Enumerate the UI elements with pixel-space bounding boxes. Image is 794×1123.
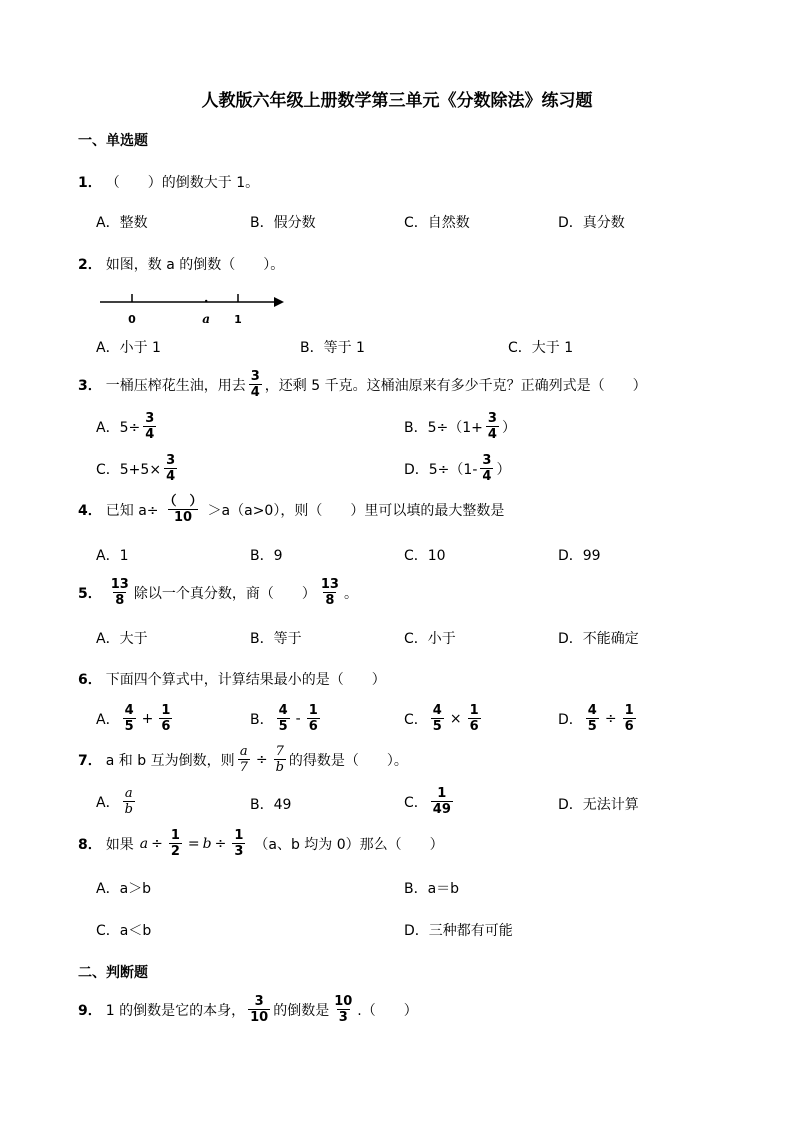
denominator: 10 [250, 1010, 269, 1025]
operator: ÷ [255, 751, 268, 768]
fraction [332, 994, 354, 1025]
q5-option-c[interactable]: C．小于 [404, 631, 456, 647]
q8-option-c[interactable]: C．a＜b [96, 923, 152, 939]
q5-option-d[interactable]: D．不能确定 [558, 631, 639, 647]
question-6 [78, 669, 386, 689]
operator: + [141, 710, 154, 727]
variable-a: a [139, 835, 149, 852]
question-text: （ ）的倒数大于 1。 [105, 175, 260, 191]
q3-option-d[interactable] [404, 453, 510, 484]
number-line-figure [98, 290, 288, 330]
q8-option-b[interactable]: B．a＝b [404, 881, 460, 897]
denominator: 2 [170, 844, 180, 859]
equals-sign: = [187, 835, 200, 852]
label-a: a [202, 312, 211, 326]
q7-option-c[interactable] [404, 786, 456, 817]
denominator: b [124, 802, 133, 817]
question-text-post: ，还剩 5 千克。这桶油原来有多少千克？正确列式是（ ） [264, 377, 647, 394]
option-label: B．5÷（1+ [404, 419, 483, 436]
numerator: 4 [124, 703, 134, 718]
option-label: A． [96, 794, 120, 811]
q2-option-c[interactable]: C．大于 1 [508, 340, 574, 356]
question-5 [78, 577, 358, 608]
fraction [431, 786, 453, 817]
question-text-pre: 已知 a÷ [105, 502, 159, 519]
fraction [238, 744, 250, 775]
numerator: 13 [320, 577, 339, 592]
numerator: 3 [250, 369, 260, 384]
question-number: 2． [78, 257, 102, 273]
question-3 [78, 369, 647, 400]
q4-option-a[interactable]: A．1 [96, 548, 129, 564]
fraction [307, 703, 320, 734]
denominator: 4 [145, 427, 155, 442]
question-text-pre: 1 的倒数是它的本身， [105, 1002, 246, 1019]
q7-option-a[interactable] [96, 786, 138, 817]
q8-option-a[interactable]: A．a＞b [96, 881, 152, 897]
denominator: 10 [168, 509, 198, 525]
denominator: 8 [115, 593, 125, 608]
numerator: 13 [110, 577, 129, 592]
denominator: 4 [487, 427, 497, 442]
option-suffix: ） [501, 419, 516, 436]
numerator: 3 [482, 453, 492, 468]
question-text-post: （a、b 均为 0）那么（ ） [254, 836, 444, 853]
q2-option-a[interactable]: A．小于 1 [96, 340, 161, 356]
q5-option-b[interactable]: B．等于 [250, 631, 302, 647]
question-text-post: 的得数是（ ）。 [288, 752, 408, 769]
denominator: 4 [166, 469, 176, 484]
numerator: 4 [432, 703, 442, 718]
question-number: 4． [78, 502, 102, 519]
fraction [232, 828, 245, 859]
q7-option-d[interactable]: D．无法计算 [558, 797, 639, 813]
question-text: 除以一个真分数，商（ ） [133, 585, 316, 602]
denominator: b [275, 760, 284, 775]
numerator: 10 [334, 994, 353, 1009]
denominator: 5 [587, 719, 597, 734]
fraction [277, 703, 290, 734]
q3-option-c[interactable] [96, 453, 180, 484]
question-text-post: ＞a（a>0），则（ ）里可以填的最大整数是 [207, 502, 505, 519]
numerator: 1 [170, 828, 180, 843]
option-label: B． [250, 711, 274, 728]
question-text-end: 。 [343, 585, 358, 602]
question-8 [78, 828, 444, 859]
question-number: 9． [78, 1002, 102, 1019]
q4-option-d[interactable]: D．99 [558, 548, 601, 564]
number-line-arrow [274, 297, 284, 307]
numerator: 4 [587, 703, 597, 718]
point-a [205, 300, 207, 302]
denominator: 4 [482, 469, 492, 484]
numerator: 1 [308, 703, 318, 718]
question-number: 7． [78, 752, 102, 769]
question-text-pre: 一桶压榨花生油，用去 [105, 377, 246, 394]
question-number: 6． [78, 672, 102, 688]
denominator: 6 [469, 719, 479, 734]
numerator: 1 [469, 703, 479, 718]
fraction [623, 703, 636, 734]
question-number: 3． [78, 377, 102, 394]
fraction [109, 577, 131, 608]
denominator: 49 [432, 802, 451, 817]
fraction [486, 411, 499, 442]
denominator: 5 [432, 719, 442, 734]
q6-option-a[interactable] [96, 703, 175, 734]
question-text-post: .（ ） [357, 1002, 418, 1019]
question-text-pre: a 和 b 互为倒数，则 [105, 752, 235, 769]
label-zero: 0 [128, 313, 136, 326]
denominator: 7 [239, 760, 248, 775]
numerator: 4 [278, 703, 288, 718]
numerator: 3 [254, 994, 264, 1009]
q3-option-b[interactable] [404, 411, 516, 442]
option-label: C．5+5× [96, 461, 162, 478]
fraction [162, 494, 205, 525]
numerator: 3 [487, 411, 497, 426]
q1-option-d[interactable]: D．真分数 [558, 215, 625, 231]
q2-option-b[interactable]: B．等于 1 [300, 340, 365, 356]
denominator: 5 [124, 719, 134, 734]
q6-option-c[interactable] [404, 703, 484, 734]
q4-option-b[interactable]: B．9 [250, 548, 283, 564]
question-number: 8． [78, 836, 102, 853]
option-label: C． [404, 794, 428, 811]
option-suffix: ） [496, 461, 511, 478]
fraction [159, 703, 172, 734]
question-text: 下面四个算式中，计算结果最小的是（ ） [105, 672, 386, 688]
numerator: 3 [166, 453, 176, 468]
fraction [123, 703, 136, 734]
question-text-mid: 的倒数是 [273, 1002, 330, 1019]
option-label: C． [404, 711, 428, 728]
numerator: 1 [437, 786, 447, 801]
fraction [164, 453, 177, 484]
denominator: 6 [308, 719, 318, 734]
operator: ÷ [604, 710, 617, 727]
denominator: 8 [325, 593, 335, 608]
fraction [319, 577, 341, 608]
option-label: A． [96, 711, 120, 728]
operator: - [295, 710, 301, 727]
page-title: 人教版六年级上册数学第三单元《分数除法》练习题 [201, 91, 593, 111]
question-number: 1． [78, 175, 102, 191]
q1-option-c[interactable]: C．自然数 [404, 215, 470, 231]
label-one: 1 [234, 313, 242, 326]
option-label: D．5÷（1- [404, 461, 478, 478]
question-9 [78, 994, 418, 1025]
fraction [248, 994, 270, 1025]
question-text-pre: 如果 [105, 836, 134, 853]
denominator: 4 [250, 385, 260, 400]
denominator: 6 [161, 719, 171, 734]
question-2 [78, 254, 284, 274]
option-label: D． [558, 711, 583, 728]
numerator: a [239, 744, 248, 759]
q8-option-d[interactable]: D．三种都有可能 [404, 923, 513, 939]
q1-option-b[interactable]: B．假分数 [250, 215, 316, 231]
option-label: A．5÷ [96, 419, 141, 436]
fraction [431, 703, 444, 734]
fraction [274, 744, 286, 775]
denominator: 3 [338, 1010, 348, 1025]
numerator: 3 [145, 411, 155, 426]
variable-b: b [202, 835, 212, 852]
numerator: a [124, 786, 133, 801]
numerator: 7 [275, 744, 284, 759]
operator: × [449, 710, 462, 727]
fraction [123, 786, 135, 817]
fraction [468, 703, 481, 734]
question-1 [78, 172, 259, 192]
denominator: 5 [278, 719, 288, 734]
numerator: 1 [624, 703, 634, 718]
q6-option-d[interactable] [558, 703, 639, 734]
numerator: （ ） [163, 494, 203, 509]
question-text: 如图，数 a 的倒数（ ）。 [105, 257, 285, 273]
denominator: 3 [234, 844, 244, 859]
q6-option-b[interactable] [250, 703, 323, 734]
question-4 [78, 494, 504, 525]
numerator: 1 [161, 703, 171, 718]
denominator: 6 [624, 719, 634, 734]
q5-option-a[interactable]: A．大于 [96, 631, 148, 647]
fraction [480, 453, 493, 484]
q1-option-a[interactable]: A．整数 [96, 215, 148, 231]
operator: ÷ [151, 835, 163, 852]
section-single-choice: 一、单选题 [78, 133, 148, 149]
question-7 [78, 744, 408, 775]
fraction [586, 703, 599, 734]
fraction [169, 828, 182, 859]
fraction [143, 411, 156, 442]
numerator: 1 [234, 828, 244, 843]
question-number: 5． [78, 585, 102, 602]
q4-option-c[interactable]: C．10 [404, 548, 446, 564]
section-true-false: 二、判断题 [78, 965, 148, 981]
q7-option-b[interactable]: B．49 [250, 797, 292, 813]
operator: ÷ [214, 835, 227, 852]
fraction [249, 369, 262, 400]
q3-option-a[interactable] [96, 411, 159, 442]
